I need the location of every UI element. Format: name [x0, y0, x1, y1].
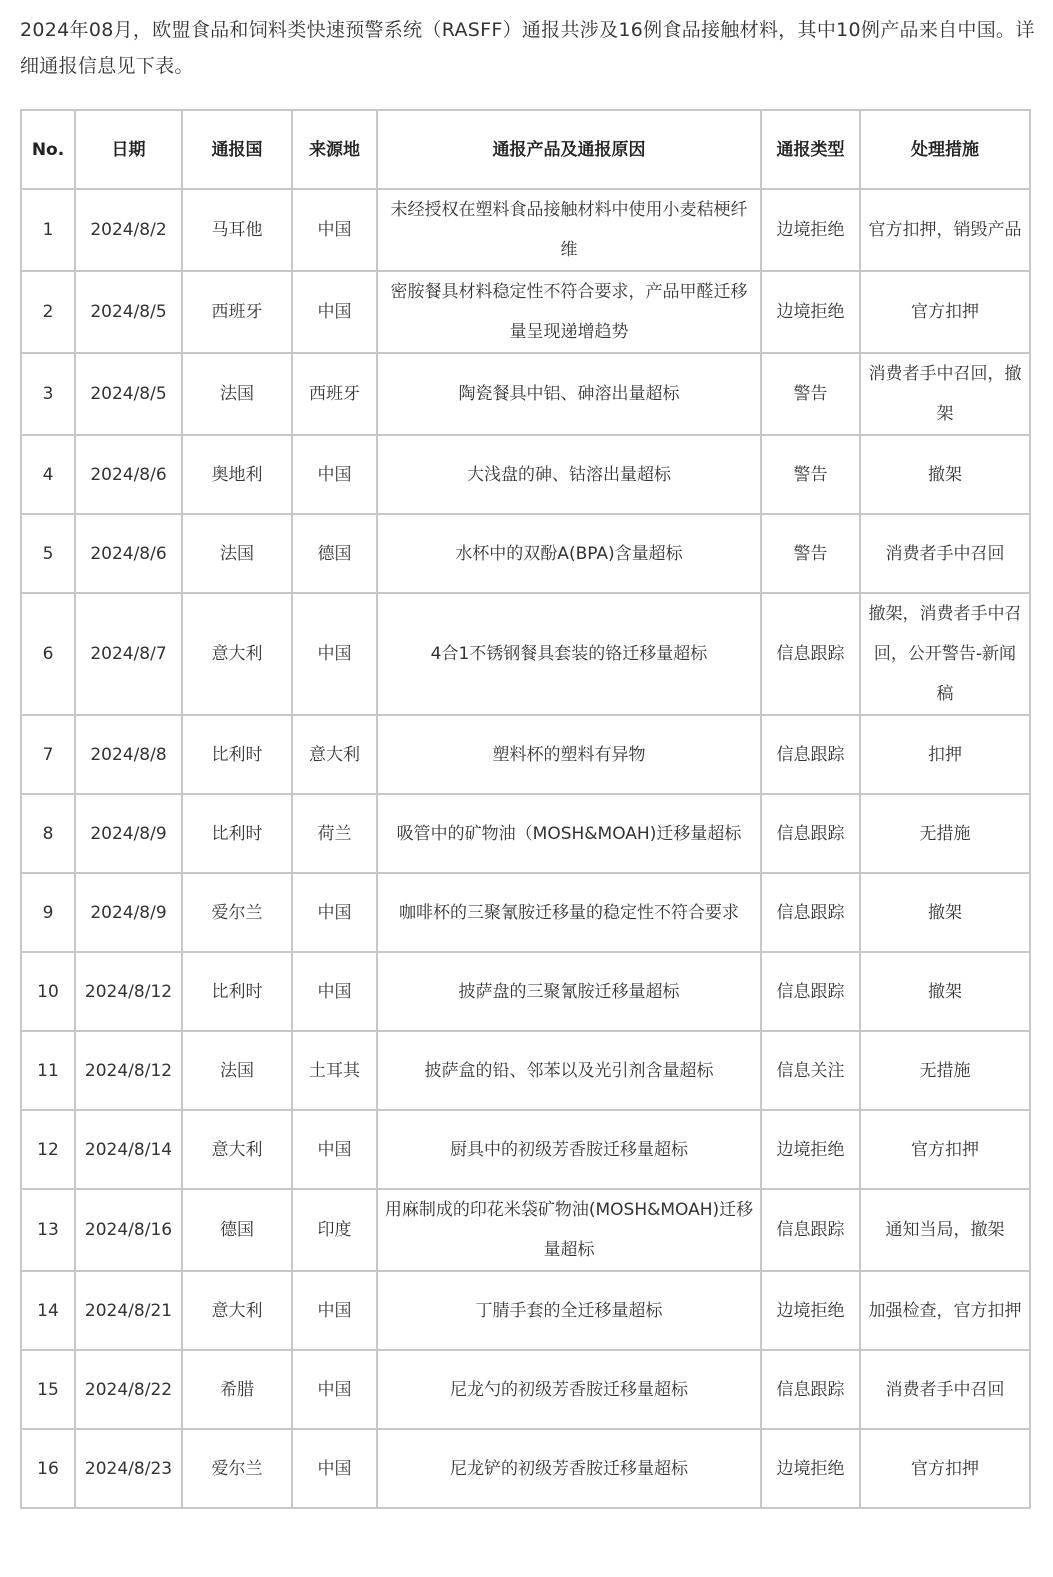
cell-type: 警告 [761, 353, 860, 435]
header-date: 日期 [75, 110, 182, 189]
cell-origin: 中国 [292, 1110, 377, 1189]
cell-action: 官方扣押 [860, 1110, 1030, 1189]
table-row [21, 189, 1030, 271]
cell-country: 意大利 [182, 593, 292, 715]
cell-no: 15 [21, 1350, 75, 1429]
cell-country: 比利时 [182, 794, 292, 873]
cell-no: 9 [21, 873, 75, 952]
cell-action: 官方扣押 [860, 271, 1030, 353]
cell-date: 2024/8/16 [75, 1189, 182, 1271]
cell-origin: 中国 [292, 435, 377, 514]
cell-type: 信息跟踪 [761, 873, 860, 952]
cell-product: 陶瓷餐具中铝、砷溶出量超标 [377, 353, 761, 435]
cell-type: 信息跟踪 [761, 1189, 860, 1271]
cell-date: 2024/8/8 [75, 715, 182, 794]
table-header-row [21, 110, 1030, 189]
cell-date: 2024/8/5 [75, 353, 182, 435]
cell-date: 2024/8/6 [75, 435, 182, 514]
cell-action: 撤架 [860, 435, 1030, 514]
cell-country: 比利时 [182, 952, 292, 1031]
table-row [21, 435, 1030, 514]
cell-product: 水杯中的双酚A(BPA)含量超标 [377, 514, 761, 593]
cell-date: 2024/8/12 [75, 1031, 182, 1110]
cell-action: 撤架，消费者手中召回，公开警告-新闻稿 [860, 593, 1030, 715]
table-row [21, 1110, 1030, 1189]
cell-no: 3 [21, 353, 75, 435]
rasff-table-container [20, 109, 1031, 1509]
cell-origin: 德国 [292, 514, 377, 593]
cell-no: 1 [21, 189, 75, 271]
cell-product: 塑料杯的塑料有异物 [377, 715, 761, 794]
cell-origin: 中国 [292, 952, 377, 1031]
cell-country: 爱尔兰 [182, 873, 292, 952]
cell-origin: 中国 [292, 189, 377, 271]
cell-action: 撤架 [860, 952, 1030, 1031]
cell-action: 无措施 [860, 794, 1030, 873]
cell-product: 厨具中的初级芳香胺迁移量超标 [377, 1110, 761, 1189]
cell-product: 披萨盘的三聚氰胺迁移量超标 [377, 952, 761, 1031]
table-row [21, 794, 1030, 873]
cell-origin: 中国 [292, 1350, 377, 1429]
cell-action: 官方扣押，销毁产品 [860, 189, 1030, 271]
cell-origin: 土耳其 [292, 1031, 377, 1110]
cell-type: 边境拒绝 [761, 1429, 860, 1508]
cell-no: 12 [21, 1110, 75, 1189]
cell-date: 2024/8/7 [75, 593, 182, 715]
header-country: 通报国 [182, 110, 292, 189]
cell-action: 消费者手中召回，撤架 [860, 353, 1030, 435]
cell-product: 尼龙勺的初级芳香胺迁移量超标 [377, 1350, 761, 1429]
cell-type: 警告 [761, 514, 860, 593]
cell-country: 法国 [182, 353, 292, 435]
cell-date: 2024/8/21 [75, 1271, 182, 1350]
header-origin: 来源地 [292, 110, 377, 189]
table-row [21, 1189, 1030, 1271]
cell-country: 奥地利 [182, 435, 292, 514]
table-row [21, 1271, 1030, 1350]
cell-action: 撤架 [860, 873, 1030, 952]
cell-type: 边境拒绝 [761, 1110, 860, 1189]
cell-country: 德国 [182, 1189, 292, 1271]
table-row [21, 1031, 1030, 1110]
cell-type: 边境拒绝 [761, 189, 860, 271]
header-action: 处理措施 [860, 110, 1030, 189]
cell-no: 11 [21, 1031, 75, 1110]
table-row [21, 353, 1030, 435]
header-no: No. [21, 110, 75, 189]
cell-origin: 印度 [292, 1189, 377, 1271]
cell-action: 加强检查，官方扣押 [860, 1271, 1030, 1350]
cell-no: 13 [21, 1189, 75, 1271]
cell-no: 14 [21, 1271, 75, 1350]
cell-type: 边境拒绝 [761, 271, 860, 353]
cell-country: 法国 [182, 1031, 292, 1110]
cell-country: 比利时 [182, 715, 292, 794]
rasff-notification-table [20, 109, 1031, 1509]
table-row [21, 715, 1030, 794]
cell-type: 信息跟踪 [761, 794, 860, 873]
cell-date: 2024/8/9 [75, 873, 182, 952]
cell-type: 信息跟踪 [761, 1350, 860, 1429]
cell-product: 密胺餐具材料稳定性不符合要求，产品甲醛迁移量呈现递增趋势 [377, 271, 761, 353]
cell-action: 消费者手中召回 [860, 514, 1030, 593]
cell-action: 消费者手中召回 [860, 1350, 1030, 1429]
cell-product: 咖啡杯的三聚氰胺迁移量的稳定性不符合要求 [377, 873, 761, 952]
cell-no: 6 [21, 593, 75, 715]
cell-date: 2024/8/5 [75, 271, 182, 353]
cell-date: 2024/8/6 [75, 514, 182, 593]
cell-no: 10 [21, 952, 75, 1031]
table-row [21, 593, 1030, 715]
cell-no: 8 [21, 794, 75, 873]
cell-origin: 西班牙 [292, 353, 377, 435]
cell-action: 官方扣押 [860, 1429, 1030, 1508]
cell-country: 意大利 [182, 1110, 292, 1189]
cell-product: 4合1不锈钢餐具套装的铬迁移量超标 [377, 593, 761, 715]
cell-country: 爱尔兰 [182, 1429, 292, 1508]
cell-product: 披萨盒的铅、邻苯以及光引剂含量超标 [377, 1031, 761, 1110]
cell-no: 7 [21, 715, 75, 794]
table-row [21, 514, 1030, 593]
cell-origin: 中国 [292, 1271, 377, 1350]
cell-date: 2024/8/12 [75, 952, 182, 1031]
cell-no: 16 [21, 1429, 75, 1508]
cell-action: 通知当局，撤架 [860, 1189, 1030, 1271]
cell-country: 西班牙 [182, 271, 292, 353]
table-row [21, 1429, 1030, 1508]
cell-origin: 中国 [292, 1429, 377, 1508]
cell-origin: 中国 [292, 593, 377, 715]
cell-type: 警告 [761, 435, 860, 514]
cell-origin: 意大利 [292, 715, 377, 794]
cell-product: 未经授权在塑料食品接触材料中使用小麦秸梗纤维 [377, 189, 761, 271]
cell-no: 2 [21, 271, 75, 353]
cell-date: 2024/8/22 [75, 1350, 182, 1429]
cell-no: 5 [21, 514, 75, 593]
table-row [21, 952, 1030, 1031]
cell-country: 法国 [182, 514, 292, 593]
cell-country: 希腊 [182, 1350, 292, 1429]
intro-paragraph: 2024年08月，欧盟食品和饲料类快速预警系统（RASFF）通报共涉及16例食品接触材料，其中10例产品来自中国。详细通报信息见下表。 [20, 19, 1035, 77]
table-row [21, 873, 1030, 952]
cell-country: 马耳他 [182, 189, 292, 271]
cell-type: 边境拒绝 [761, 1271, 860, 1350]
header-type: 通报类型 [761, 110, 860, 189]
cell-product: 尼龙铲的初级芳香胺迁移量超标 [377, 1429, 761, 1508]
cell-origin: 中国 [292, 271, 377, 353]
cell-product: 用麻制成的印花米袋矿物油(MOSH&MOAH)迁移量超标 [377, 1189, 761, 1271]
cell-action: 无措施 [860, 1031, 1030, 1110]
cell-product: 丁腈手套的全迁移量超标 [377, 1271, 761, 1350]
table-row [21, 1350, 1030, 1429]
header-product: 通报产品及通报原因 [377, 110, 761, 189]
cell-date: 2024/8/2 [75, 189, 182, 271]
cell-type: 信息跟踪 [761, 593, 860, 715]
cell-type: 信息跟踪 [761, 952, 860, 1031]
cell-origin: 中国 [292, 873, 377, 952]
cell-action: 扣押 [860, 715, 1030, 794]
cell-origin: 荷兰 [292, 794, 377, 873]
cell-country: 意大利 [182, 1271, 292, 1350]
cell-product: 吸管中的矿物油（MOSH&MOAH)迁移量超标 [377, 794, 761, 873]
table-row [21, 271, 1030, 353]
cell-type: 信息关注 [761, 1031, 860, 1110]
cell-no: 4 [21, 435, 75, 514]
cell-product: 大浅盘的砷、钴溶出量超标 [377, 435, 761, 514]
cell-date: 2024/8/14 [75, 1110, 182, 1189]
cell-type: 信息跟踪 [761, 715, 860, 794]
cell-date: 2024/8/23 [75, 1429, 182, 1508]
cell-date: 2024/8/9 [75, 794, 182, 873]
